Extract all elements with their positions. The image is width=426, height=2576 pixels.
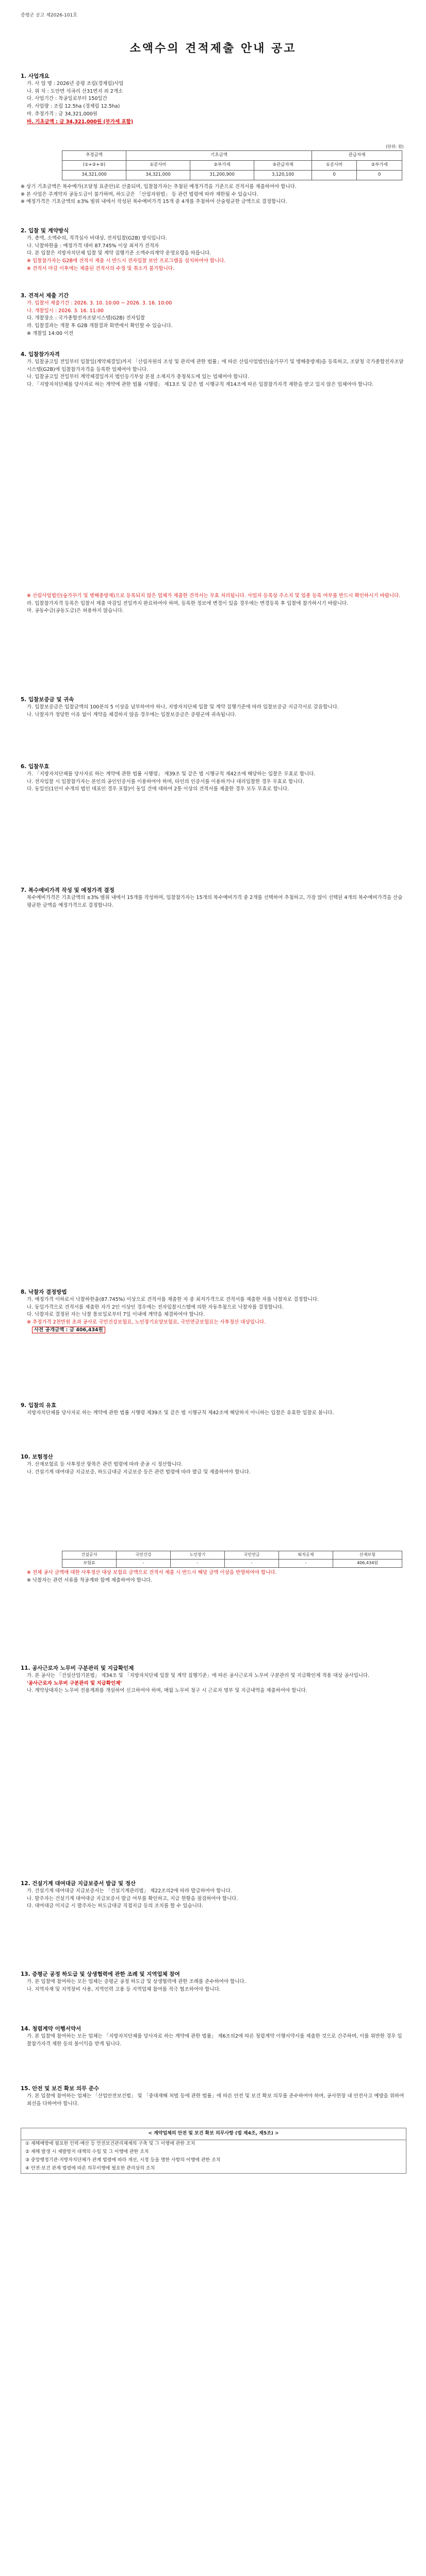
qualification-5: 마. 공동수급(공동도급)은 허용하지 않습니다. [27,608,124,614]
qualification-2: 나. 입찰공고일 전일부터 계약체결일까지 법인등기부상 본점 소재지가 충청북도에 있는 업체여야 합니다. [27,374,249,380]
safety-box-row: ② 재해 발생 시 재발방지 대책의 수립 및 그 이행에 관한 조치 [25,2149,149,2155]
result-check: 라. 입찰결과는 개찰 후 G2B 개찰결과 화면에서 확인할 수 있습니다. [27,323,173,329]
integrity-pledge-text: 가. 본 입찰에 참여하는 모든 업체는 「지방자치단체를 당사자로 하는 계약에 관한 법률」 제6조의2에 따른 청렴계약 이행서약서를 제출한 것으로 간주하며, 이를 위반한 경우 입찰참가자격 제한 등의 불이익을 받게 됩니다. [27,2033,402,2047]
price-cell: 0 [357,171,402,180]
section-8-items [21,1296,405,1334]
labor-cost-1: 가. 본 공사는 「건설산업기본법」 제34조 및 「지방자치단체 입찰 및 계약 집행기준」에 따른 공사근로자 노무비 구분관리 및 지급확인제 적용 대상 공사입니다. [27,1673,370,1679]
insurance-2: 나. 건설기계 대여대금 지급보증, 하도급대금 지급보증 등은 관련 법령에 따라 발급 및 제출하여야 합니다. [27,1469,251,1475]
award-disclosed-amount [21,1327,405,1334]
section-14-heading: 14. 청렴계약 이행서약서 [21,2026,81,2032]
bid-standard: 다. 본 입찰은 지방자치단체 입찰 및 계약 집행기준 소액수의계약 운영요령을 따릅니다. [27,250,211,257]
invalid-3: 다. 동일인(1인이 수개의 법인 대표인 경우 포함)이 동일 건에 대하여 2통 이상의 견적서를 제출한 경우 모두 무효로 합니다. [27,786,289,792]
rental-guarantee-1: 가. 건설기계 대여대금 지급보증서는 「건설기계관리법」 제22조의2에 따라 발급하여야 합니다. [27,1888,232,1894]
section-15-heading: 15. 안전 및 보건 확보 의무 준수 [21,2086,100,2092]
section-5-items [21,704,405,719]
section-12-items [21,1888,405,1910]
award-3: 다. 낙찰자로 결정된 자는 낙찰 통보일로부터 7일 이내에 계약을 체결하여야 합니다. [27,1312,205,1318]
insurance-cell: - [117,1560,171,1568]
section-2-heading: 2. 입찰 및 계약방식 [21,228,69,234]
price-table [62,150,402,180]
insurance-th: 국민건강 [117,1551,171,1560]
project-location: 나. 위 치 : 도안면 석곡리 산31번지 외 2개소 [27,88,123,94]
section-3-items [21,300,405,338]
price-sub-cell: (①+②+③) [62,161,126,171]
base-price: 바. 기초금액 : 금 34,321,000원 (부가세 포함) [27,118,134,125]
section-9-heading: 9. 입찰의 유효 [21,1402,57,1409]
award-1: 가. 예정가격 이하로서 낙찰하한율(87.745%) 이상으로 견적서를 제출한 자 중 최저가격으로 견적서를 제출한 자를 낙찰자로 결정합니다. [27,1297,319,1302]
price-th-estimate: 추정금액 [62,151,126,161]
insurance-th: 국민연금 [225,1551,279,1560]
price-sub-cell: ①공사비 [126,161,190,171]
labor-cost-highlight: '공사근로자 노무비 구분관리 및 지급확인제' [27,1680,122,1686]
disclosed-amount-value: 사전 공개금액 : 금 406,434원 [32,1327,105,1333]
submit-period: 가. 입찰서 제출기간 : 2026. 3. 10. 10:00 ~ 2026. 3. 16. 10:00 [27,300,172,306]
local-ordinance-1: 가. 본 입찰에 참여하는 모든 업체는 증평군 공정 하도급 및 상생협력에 관한 조례를 준수하여야 합니다. [27,1979,246,1985]
labor-cost-2: 나. 계약상대자는 노무비 전용계좌를 개설하여 신고하여야 하며, 매월 노무비 청구 시 근로자 명부 및 지급내역을 제출하여야 합니다. [27,1688,307,1694]
note-1: ※ 상기 기초금액은 복수예가(조달청 표준안)로 산출되며, 입찰참가자는 추첨된 예정가격을 기준으로 견적서를 제출하여야 합니다. [21,184,297,190]
estimated-price: 마. 추정가격 : 금 34,321,000원 [27,111,97,117]
reserve-price-text: 복수예비가격은 기초금액의 ±3% 범위 내에서 15개를 작성하며, 입찰참가자는 15개의 복수예비가격 중 2개를 선택하여 추첨하고, 가장 많이 선택된 4개의 복수예비가격을 산술평균한 금액을 예정가격으로 결정합니다. [27,895,403,908]
insurance-th: 건설공사 [62,1551,117,1560]
price-cell: 0 [312,171,357,180]
insurance-cell: - [279,1560,333,1568]
section-7-heading: 7. 복수예비가격 작성 및 예정가격 결정 [21,887,114,893]
invalid-2: 나. 전자입찰 시 입찰참가자는 본인의 공인인증서를 이용하여야 하며, 타인의 인증서를 이용하거나 대리입찰한 경우 무효로 합니다. [27,778,304,785]
qualification-1: 가. 입찰공고일 전일부터 입찰일(계약체결일)까지 「산림자원의 조성 및 관리에 관한 법률」에 따른 산림사업법인(숲가꾸기 및 병해충방제)을 등록하고, 조달청 국가종합전자조달시스템(G2B)에 입찰참가자격을 등록한 업체여야 합니다. [27,359,404,372]
award-warning: ※ 추정가격 2천만원 초과 공사로 국민건강보험료, 노인장기요양보험료, 국민연금보험료는 사후정산 대상입니다. [27,1319,266,1326]
bid-lower-limit: 나. 낙찰하한율 : 예정가격 대비 87.745% 이상 최저가 견적자 [27,243,159,249]
price-th-material: 관급자재 [312,151,402,161]
section-7-body [21,894,405,909]
price-th-base: 기초금액 [126,151,312,161]
price-sub-cell: ②부가세 [190,161,254,171]
qualification-warning: ※ 산림사업법인(숲가꾸기 및 병해충방제)으로 등록되지 않은 업체가 제출한 견적서는 무효 처리됩니다. 사업자 등록상 주소지 및 업종 등록 여부를 반드시 확인하시기 바랍니다. [27,593,401,599]
section-1-notes [21,183,405,206]
insurance-1: 가. 산재보험료 등 사후정산 항목은 관련 법령에 따라 준공 시 정산합니다. [27,1462,183,1467]
valid-bid-text: 지방자치단체를 당사자로 하는 계약에 관한 법률 시행령 제39조 및 같은 법 시행규칙 제42조에 해당하지 아니하는 입찰은 유효한 입찰로 봅니다. [27,1410,334,1416]
insurance-th: 산재보험 [333,1551,402,1560]
section-13-items [21,1978,405,1993]
insurance-cell: - [171,1560,225,1568]
qualification-3: 다. 「지방자치단체를 당사자로 하는 계약에 관한 법률 시행령」 제13조 및 같은 법 시행규칙 제14조에 따른 입찰참가자격 제한을 받고 있지 않은 업체여야 합니다. [27,382,374,388]
section-11-items [21,1672,405,1695]
safety-duty-text: 가. 본 입찰에 참여하는 업체는 「산업안전보건법」 및 「중대재해 처벌 등에 관한 법률」에 따른 안전 및 보건 확보 의무를 준수하여야 하며, 공사현장 내 안전사고 예방을 위하여 최선을 다하여야 합니다. [27,2093,404,2107]
rental-guarantee-3: 다. 대여대금 미지급 시 발주자는 하도급대금 직접지급 등의 조치를 할 수 있습니다. [27,1903,204,1909]
table-unit: (단위: 원) [386,144,404,149]
section-10-notes [21,1569,405,1584]
rental-guarantee-2: 나. 발주자는 건설기계 대여대금 지급보증서 발급 여부를 확인하고, 지급 현황을 점검하여야 합니다. [27,1895,238,1902]
bid-warning-1: ※ 입찰참가자는 G2B에 견적서 제출 시 반드시 전자입찰 보안 프로그램을 설치하여야 합니다. [27,258,226,264]
section-12-heading: 12. 건설기계 대여대금 지급보증서 발급 및 정산 [21,1880,136,1887]
section-5-heading: 5. 입찰보증금 및 귀속 [21,697,74,703]
price-sub-cell: ③관급자재 [254,161,312,171]
safety-box-row: ① 재해예방에 필요한 인력·예산 등 안전보건관리체계의 구축 및 그 이행에 관한 조치 [25,2141,195,2146]
insurance-table [62,1551,402,1568]
insurance-cell: 보험료 [62,1560,117,1568]
deposit-2: 나. 낙찰자가 정당한 이유 없이 계약을 체결하지 않을 경우에는 입찰보증금은 증평군에 귀속됩니다. [27,711,237,718]
insurance-th: 노인장기 [171,1551,225,1560]
section-1-heading: 1. 사업개요 [21,73,50,79]
section-13-heading: 13. 증평군 공정 하도급 및 상생협력에 관한 조례 및 지역업체 참여 [21,1971,180,1977]
safety-box-row: ④ 안전·보건 관계 법령에 따른 의무이행에 필요한 관리상의 조치 [25,2165,155,2171]
section-15-body [21,2093,405,2108]
bid-warning-2: ※ 견적서 마감 이후에는 제출된 견적서의 수정 및 취소가 불가합니다. [27,265,174,272]
note-3: ※ 예정가격은 기초금액의 ±3% 범위 내에서 작성된 복수예비가격 15개 중 4개를 추첨하여 산술평균한 금액으로 결정합니다. [21,199,287,205]
safety-duty-box [21,2128,406,2174]
invalid-1: 가. 「지방자치단체를 당사자로 하는 계약에 관한 법률 시행령」 제39조 및 같은 법 시행규칙 제42조에 해당하는 입찰은 무효로 합니다. [27,771,316,777]
section-11-heading: 11. 공사근로자 노무비 구분관리 및 지급확인제 [21,1665,134,1671]
section-6-heading: 6. 입찰무효 [21,764,50,770]
award-2: 나. 동일가격으로 견적서를 제출한 자가 2인 이상인 경우에는 전자입찰시스템에 의한 자동추첨으로 낙찰자를 결정합니다. [27,1304,284,1310]
price-cell: 34,321,000 [62,171,126,180]
safety-box-title: < 계약업체의 안전 및 보건 확보 의무사항 (법 제4조, 제5조) > [21,2128,406,2140]
local-ordinance-2: 나. 지역자재 및 지역장비 사용, 지역인력 고용 등 지역업체 참여를 적극 협조하여야 합니다. [27,1986,221,1992]
bid-method: 가. 총액, 소액수의, 적격심사 비대상, 전자입찰(G2B) 방식입니다. [27,235,167,241]
section-8-heading: 8. 낙찰자 결정방법 [21,1289,67,1295]
project-period: 다. 사업기간 : 착공일로부터 150일간 [27,96,107,102]
insurance-warning: ※ 전체 공사 금액에 대한 사후정산 대상 보험료 금액으로 견적서 제출 시 반드시 해당 금액 이상을 반영하여야 합니다. [27,1570,277,1575]
section-3-heading: 3. 견적서 제출 기간 [21,293,69,299]
price-sub-cell: ①공사비 [312,161,357,171]
section-14-body [21,2033,405,2048]
section-4-heading: 4. 입찰참가자격 [21,351,60,358]
project-name: 가. 사 업 명 : 2026년 증평 조림(경제림)사업 [27,81,124,87]
note-2: ※ 본 사업은 주계약자 공동도급이 불가하며, 하도급은 「산림자원법」 등 관련 법령에 따라 제한될 수 있습니다. [21,191,258,197]
section-4-items [21,359,405,389]
section-6-items [21,771,405,793]
price-cell: 3,120,100 [254,171,312,180]
qualification-4: 라. 입찰참가자격 등록은 입찰서 제출 마감일 전일까지 완료하여야 하며, 등록한 정보에 변경이 있을 경우에는 변경등록 후 입찰에 참가하시기 바랍니다. [27,600,349,606]
section-10-items [21,1461,405,1476]
opening-time: 나. 개찰일시 : 2026. 3. 16. 11:00 [27,308,104,314]
safety-box-row: ③ 중앙행정기관·지방자치단체가 관계 법령에 따라 개선, 시정 등을 명한 사항의 이행에 관한 조치 [25,2157,221,2163]
deposit-1: 가. 입찰보증금은 입찰금액의 100분의 5 이상을 납부하여야 하나, 지방자치단체 입찰 및 계약 집행기준에 따라 입찰보증금 지급각서로 갈음합니다. [27,704,339,710]
price-sub-cell: ②부가세 [357,161,402,171]
insurance-cell: - [225,1560,279,1568]
notice-number: 증평군 공고 제2026-101호 [21,13,77,18]
insurance-note: ※ 낙찰자는 관련 서류를 착공계와 함께 제출하여야 합니다. [27,1577,153,1583]
insurance-th: 퇴직공제 [279,1551,333,1560]
page-title: 소액수의 견적제출 안내 공고 [129,42,297,55]
price-cell: 34,321,000 [126,171,190,180]
section-1-items [21,80,405,126]
insurance-cell: 406,434원 [333,1560,402,1568]
project-quantity: 라. 사업량 : 조림 12.5ha (경제림 12.5ha) [27,104,120,110]
section-4-tail [21,592,405,615]
price-cell: 31,200,900 [190,171,254,180]
section-9-body [21,1410,405,1417]
opening-note: ※ 개찰일 14:00 이전 [27,330,74,336]
opening-place: 다. 개찰장소 : 국가종합전자조달시스템(G2B) 전자입찰 [27,315,145,321]
section-10-heading: 10. 보험정산 [21,1454,53,1460]
section-2-items [21,235,405,273]
